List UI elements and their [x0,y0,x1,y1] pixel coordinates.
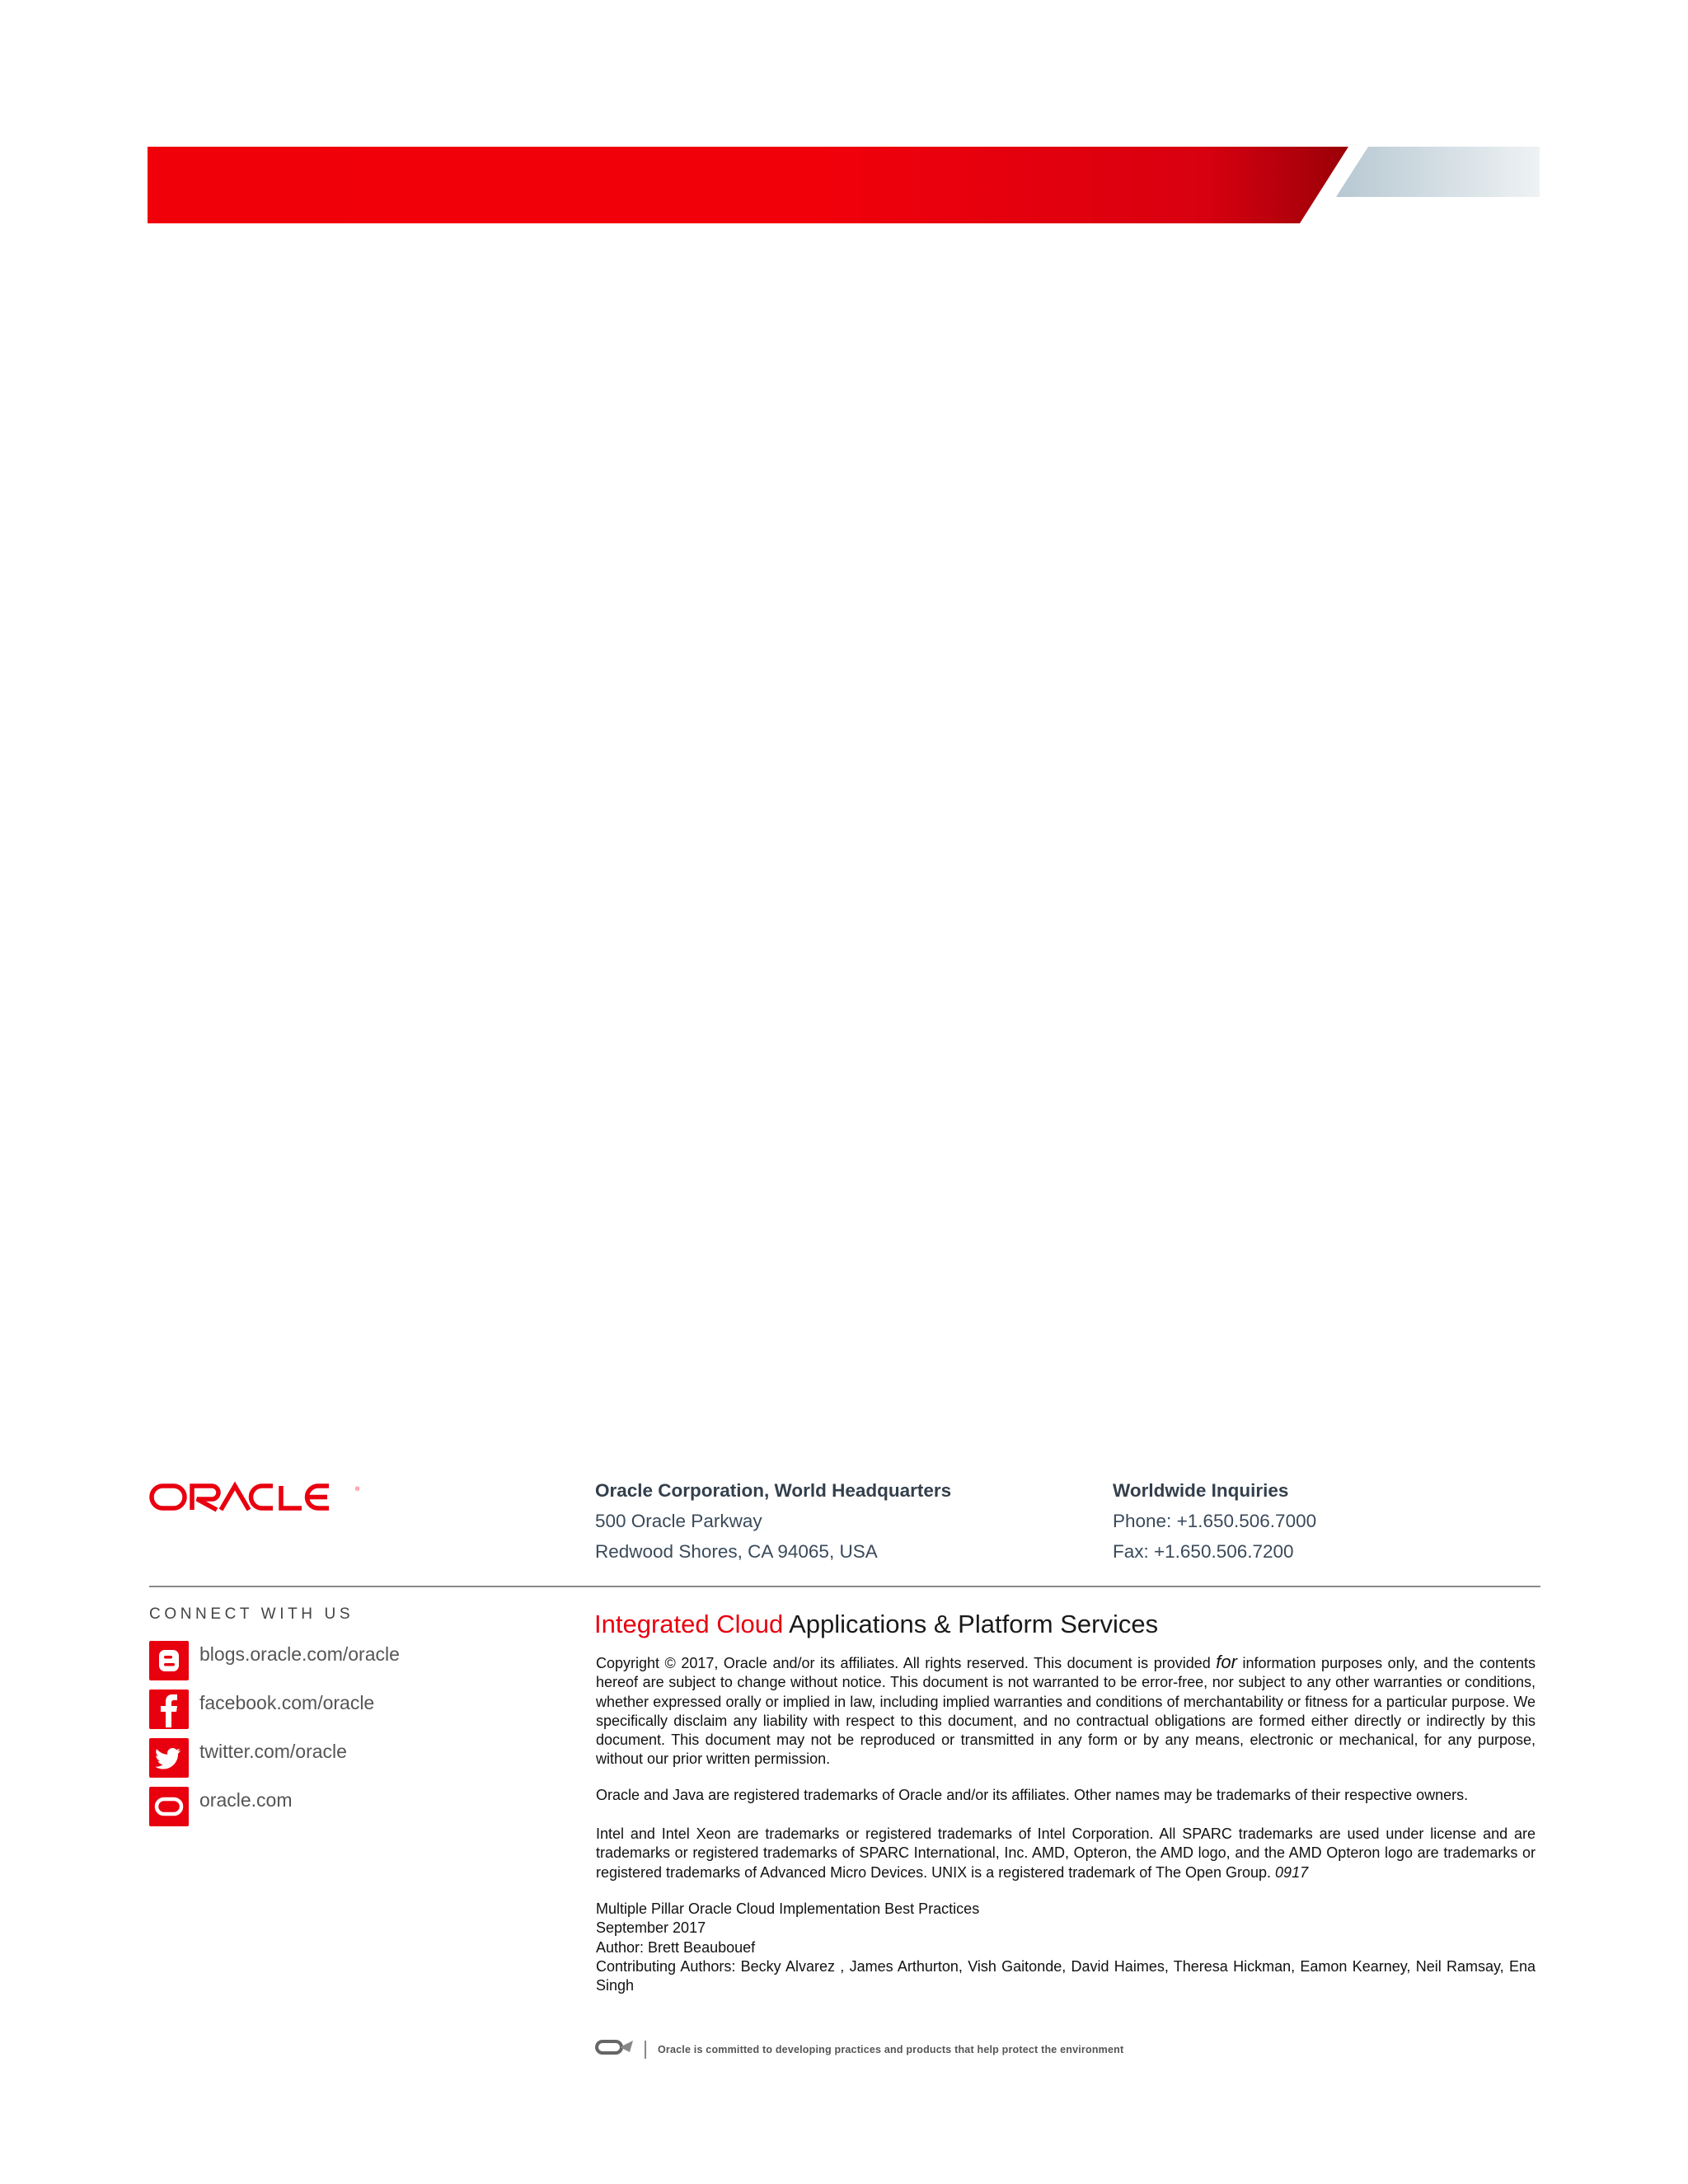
inquiries-block [1113,1479,1442,1571]
document-author: Author: Brett Beaubouef [596,1938,756,1956]
copyright-text-for: for [1216,1652,1237,1672]
document-title: Multiple Pillar Oracle Cloud Implementation Best Practices [596,1900,980,1917]
tagline-dark: Applications & Platform Services [789,1610,1159,1638]
headquarters-city: Redwood Shores, CA 94065, USA [595,1541,878,1562]
social-link-label: oracle.com [199,1788,293,1811]
twitter-icon [149,1738,189,1778]
intel-code: 0917 [1275,1863,1309,1881]
intel-paragraph [596,1825,1536,1882]
facebook-icon [149,1690,189,1729]
connect-title: CONNECT WITH US [149,1605,354,1623]
document-info [596,1900,1536,1995]
document-date: September 2017 [596,1919,706,1937]
inquiries-fax: Fax: +1.650.506.7200 [1113,1541,1294,1562]
header-banner [148,147,1540,223]
intel-text: Intel and Intel Xeon are trademarks or registered trademarks of Intel Corporation. All SPARC trademarks are used under license and are trademarks or registered trademarks of SPARC International, Inc. AMD, Opteron, the AMD logo, and the AMD Opteron logo are trademarks or registered trademarks of Advanced Micro Devices. UNIX is a registered trademark of The Open Group. [596,1825,1536,1881]
recycle-icon [595,2037,636,2061]
copyright-text-start: Copyright © 2017, Oracle and/or its affiliates. All rights reserved. This document is provided [596,1655,1217,1671]
social-link-facebook[interactable] [149,1689,561,1730]
document-contributors: Contributing Authors: Becky Alvarez , James Arthurton, Vish Gaitonde, David Haimes, Theresa Hickman, Eamon Kearney, Neil Ramsay, Ena Singh [596,1957,1536,1994]
oracle-logo [149,1481,368,1518]
headquarters-block [595,1479,1073,1571]
tagline-red: Integrated Cloud [594,1610,784,1638]
social-link-label: blogs.oracle.com/oracle [199,1643,400,1665]
social-link-oracle[interactable] [149,1786,561,1827]
tagline [594,1610,1158,1639]
headquarters-street: 500 Oracle Parkway [595,1511,762,1531]
svg-text:®: ® [355,1487,360,1493]
social-link-twitter[interactable] [149,1737,561,1779]
eco-text: Oracle is committed to developing practices and products that help protect the environment [658,2043,1124,2055]
copyright-text-end: information purposes only, and the contents hereof are subject to change without notice. This document is not warranted to be error-free, nor subject to any other warranties or conditions, whether expressed orally or implied in law, including implied warranties and conditions of merchantability or fitness for a particular purpose. We specifically disclaim any liability with respect to this document, and no contractual obligations are formed either directly or indirectly by this document. This document may not be reproduced or transmitted in any form or by any means, electronic or mechanical, for any purpose, without our prior written permission. [596,1655,1536,1768]
inquiries-title: Worldwide Inquiries [1113,1480,1289,1501]
eco-statement [595,2037,1123,2061]
oracle-icon [149,1787,189,1826]
inquiries-phone: Phone: +1.650.506.7000 [1113,1511,1317,1531]
headquarters-title: Oracle Corporation, World Headquarters [595,1480,952,1501]
blogger-icon [149,1641,189,1680]
eco-divider [645,2041,646,2059]
divider [149,1586,1540,1587]
social-link-label: twitter.com/oracle [199,1740,347,1762]
copyright-paragraph [596,1652,1536,1769]
trademarks-paragraph: Oracle and Java are registered trademarks of Oracle and/or its affiliates. Other names may be trademarks of their respective owners. [596,1787,1469,1803]
social-link-blog[interactable] [149,1640,561,1681]
social-link-label: facebook.com/oracle [199,1691,375,1713]
